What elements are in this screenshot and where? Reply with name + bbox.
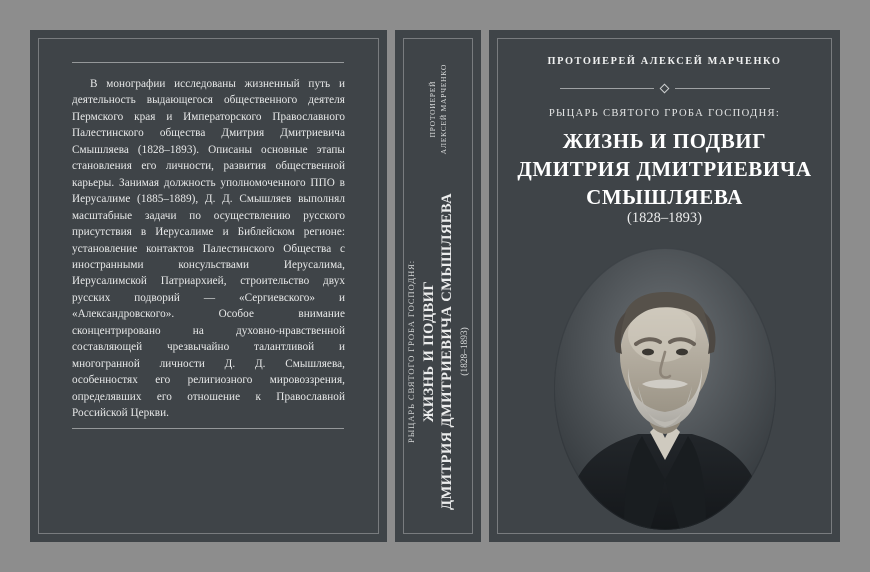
front-title-line-3: СМЫШЛЯЕВА — [586, 184, 743, 209]
front-cover-author: ПРОТОИЕРЕЙ АЛЕКСЕЙ МАРЧЕНКО — [547, 56, 782, 67]
diamond-ornament-divider — [560, 82, 770, 94]
front-cover-kicker: РЫЦАРЬ СВЯТОГО ГРОБА ГОСПОДНЯ: — [548, 108, 781, 119]
spine-author-line-2: АЛЕКСЕЙ МАРЧЕНКО — [439, 64, 448, 155]
back-cover-top-rule — [72, 62, 344, 63]
back-cover-bottom-rule — [72, 428, 344, 429]
spine-title-line-2: ДМИТРИЯ ДМИТРИЕВИЧА СМЫШЛЯЕВА — [439, 192, 455, 510]
spine-kicker: РЫЦАРЬ СВЯТОГО ГРОБА ГОСПОДНЯ: — [405, 260, 416, 443]
front-cover-panel — [489, 30, 840, 542]
ornament-line-right — [675, 88, 770, 89]
front-cover-title — [501, 128, 828, 212]
spine-panel — [395, 30, 481, 542]
front-title-line-1: ЖИЗНЬ И ПОДВИГ — [562, 129, 767, 153]
front-title-line-2: ДМИТРИЯ ДМИТРИЕВИЧА — [517, 156, 812, 181]
spine-years: (1828–1893) — [460, 327, 471, 376]
portrait-image — [554, 248, 776, 530]
front-cover-years: (1828–1893) — [627, 210, 702, 226]
spine-content — [395, 30, 481, 542]
portrait-frame — [554, 248, 776, 530]
back-cover-annotation-text: В монографии исследованы жизненный путь и деятельность выдающегося общественного деятеля Пермского края и Императорского Православного Палестинского общества Дмитрия Дмитриевича Смышляева (1828–1893). Описаны основные этапы становления его личности, развития общественной карьеры. Занимая должность уполномоченного ППО в Иерусалиме (1885–1889), Д. Д. Смышляев выполнял масштабные задачи по осуществлению русского присутствия в Иерусалиме и Библейском регионе: установление контактов Палестинского Общества с иностранными консульствами Иерусалима, Иерусалимской Патриархией, строительство двух русских подворий — «Сергиевского» и «Александровского». Особое внимание сконцентрировано на духовно-нравственной составляющей чрезвычайно талантливой и многогранной личности Д. Д. Смышляева, особенностях его религиозного мировоззрения, определявших его отношение к Православной Российской Церкви. — [72, 78, 345, 420]
spine-title-line-1: ЖИЗНЬ И ПОДВИГ — [420, 280, 437, 423]
ornament-line-left — [560, 88, 655, 89]
back-cover-panel — [30, 30, 387, 542]
spine-title-block — [406, 193, 470, 510]
spine-author-line-1: ПРОТОИЕРЕЙ — [427, 80, 437, 138]
spine-author-block — [427, 64, 450, 154]
diamond-icon — [660, 83, 670, 93]
